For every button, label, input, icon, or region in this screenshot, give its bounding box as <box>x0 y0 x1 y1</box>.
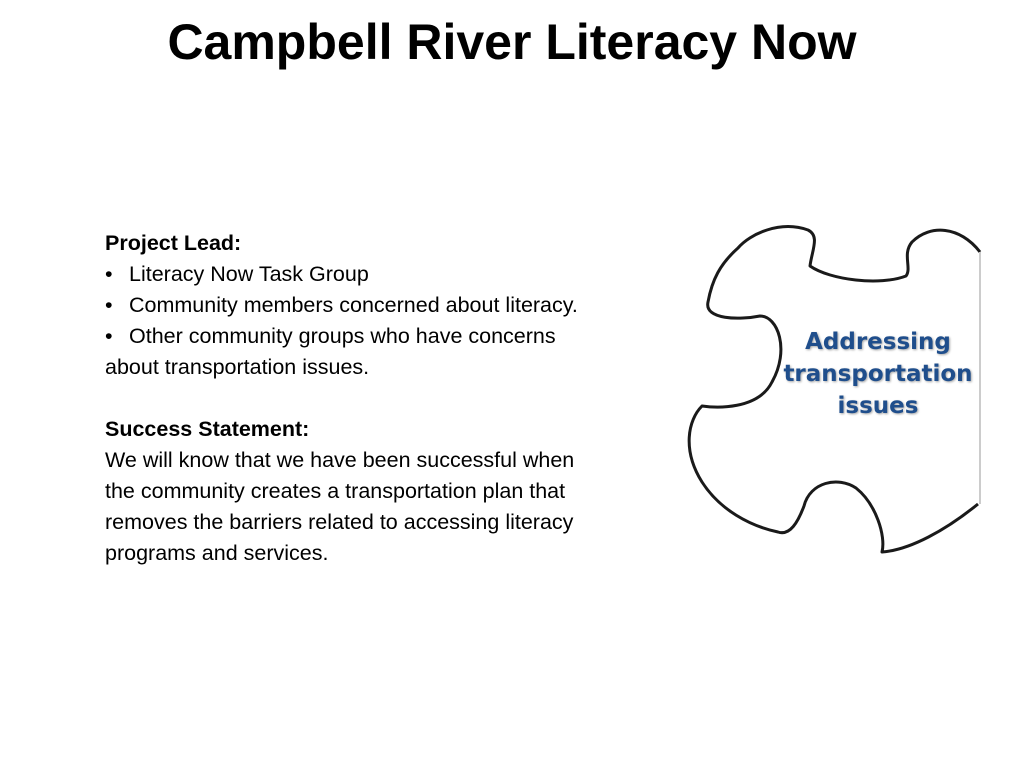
text-line: the community creates a transportation plan that <box>105 479 566 503</box>
bullet-icon: • <box>105 293 113 317</box>
puzzle-label <box>770 326 986 422</box>
list-item <box>105 259 675 290</box>
list-item <box>105 321 675 352</box>
text-line: programs and services. <box>105 541 329 565</box>
slide-body <box>105 228 675 569</box>
spacer <box>105 383 675 414</box>
text-line: removes the barriers related to accessing literacy <box>105 510 574 534</box>
list-item-text: Community members concerned about literacy. <box>129 293 578 317</box>
puzzle-label-line: issues <box>837 393 919 419</box>
success-statement-text <box>105 445 675 569</box>
puzzle-label-line: transportation <box>783 361 973 387</box>
list-item <box>105 290 675 321</box>
project-lead-continuation: about transportation issues. <box>105 355 370 379</box>
text-line: We will know that we have been successful when <box>105 448 575 472</box>
success-statement-heading: Success Statement: <box>105 417 310 441</box>
puzzle-piece-graphic <box>680 220 984 560</box>
project-lead-heading: Project Lead: <box>105 231 242 255</box>
list-item-text: Literacy Now Task Group <box>129 262 369 286</box>
bullet-icon: • <box>105 324 113 348</box>
slide-title: Campbell River Literacy Now <box>167 14 857 70</box>
list-item-text: Other community groups who have concerns <box>129 324 556 348</box>
bullet-icon: • <box>105 262 113 286</box>
project-lead-list <box>105 259 675 352</box>
puzzle-label-line: Addressing <box>805 329 951 355</box>
